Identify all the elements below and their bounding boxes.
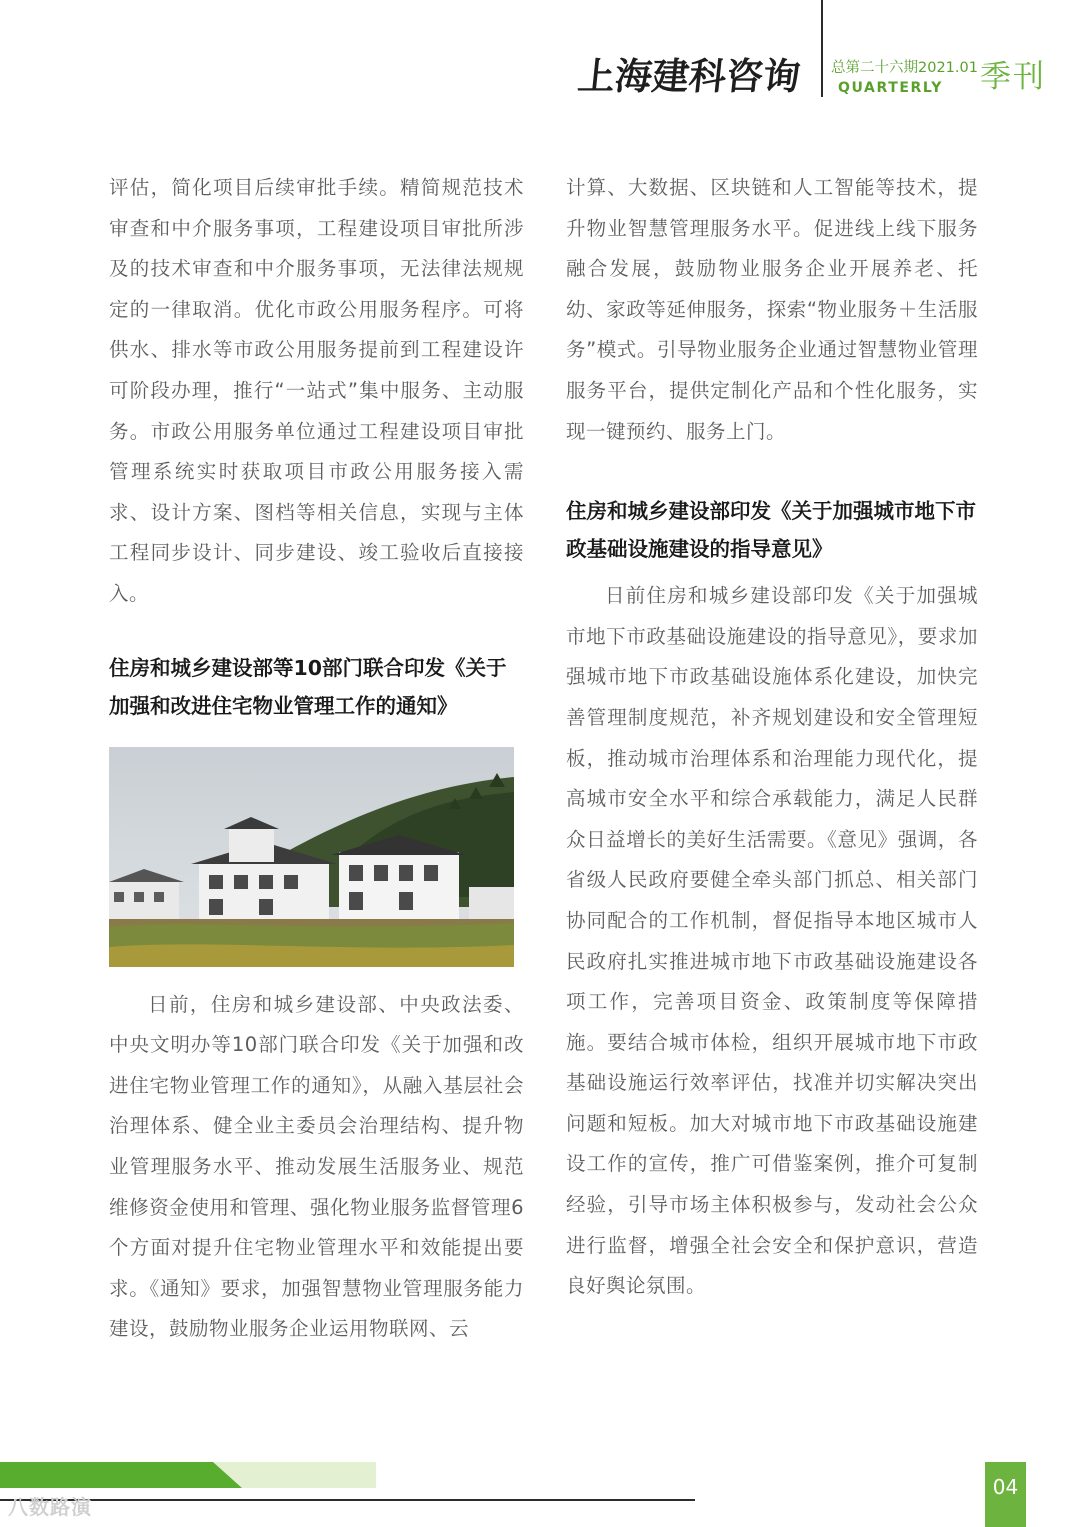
left-paragraph-2: 日前，住房和城乡建设部、中央政法委、中央文明办等10部门联合印发《关于加强和改进住宅物业管理工作的通知》，从融入基层社会治理体系、健全业主委员会治理结构、提升物业管理服务水平、推动发展生活服务业、规范维修资金使用和管理、强化物业服务监督管理6个方面对提升住宅物业管理水平和效能提出要求。《通知》要求，加强智慧物业管理服务能力建设，鼓励物业服务企业运用物联网、云 [109, 992, 524, 1341]
watermark-text: 八数路演 [8, 1495, 92, 1519]
header-divider [821, 0, 823, 97]
article-photo [109, 747, 514, 967]
page-number: 04 [985, 1462, 1026, 1527]
right-article-heading: 住房和城乡建设部印发《关于加强城市地下市政基础设施建设的指导意见》 [566, 499, 976, 562]
right-column [566, 168, 978, 1307]
issue-label: 总第二十六期2021.01 [831, 60, 978, 76]
quarterly-label: QUARTERLY [838, 80, 943, 96]
village-buildings-image [109, 747, 514, 967]
left-article-heading: 住房和城乡建设部等10部门联合印发《关于加强和改进住宅物业管理工作的通知》 [109, 655, 507, 718]
magazine-brand: 上海建科咨询 [575, 55, 803, 98]
footer-accent-bar [0, 1462, 242, 1488]
right-paragraph-2: 日前住房和城乡建设部印发《关于加强城市地下市政基础设施建设的指导意见》，要求加强城市地下市政基础设施体系化建设，加快完善管理制度规范，补齐规划建设和安全管理短板，推动城市治理体系和治理能力现代化，提高城市安全水平和综合承载能力，满足人民群众日益增长的美好生活需要。《意见》强调，各省级人民政府要健全牵头部门抓总、相关部门协同配合的工作机制，督促指导本地区城市人民政府扎实推进城市地下市政基础设施建设各项工作，完善项目资金、政策制度等保障措施。要结合城市体检，组织开展城市地下市政基础设施运行效率评估，找准并切实解决突出问题和短板。加大对城市地下市政基础设施建设工作的宣传，推广可借鉴案例，推介可复制经验，引导市场主体积极参与，发动社会公众进行监督，增强全社会安全和保护意识，营造良好舆论氛围。 [566, 584, 978, 1298]
footer-rule [0, 1499, 695, 1501]
left-paragraph-1: 评估，简化项目后续审批手续。精简规范技术审查和中介服务事项，工程建设项目审批所涉及的技术审查和中介服务事项，无法律法规规定的一律取消。优化市政公用服务程序。可将供水、排水等市政公用服务提前到工程建设许可阶段办理，推行“一站式”集中服务、主动服务。市政公用服务单位通过工程建设项目审批管理系统实时获取项目市政公用服务接入需求、设计方案、图档等相关信息，实现与主体工程同步设计、同步建设、竣工验收后直接接入。 [109, 176, 524, 605]
right-paragraph-1: 计算、大数据、区块链和人工智能等技术，提升物业智慧管理服务水平。促进线上线下服务融合发展，鼓励物业服务企业开展养老、托幼、家政等延伸服务，探索“物业服务＋生活服务”模式。引导物业服务企业通过智慧物业管理服务平台，提供定制化产品和个性化服务，实现一键预约、服务上门。 [566, 176, 978, 443]
publication-type: 季刊 [980, 59, 1046, 95]
left-column [109, 168, 524, 1350]
